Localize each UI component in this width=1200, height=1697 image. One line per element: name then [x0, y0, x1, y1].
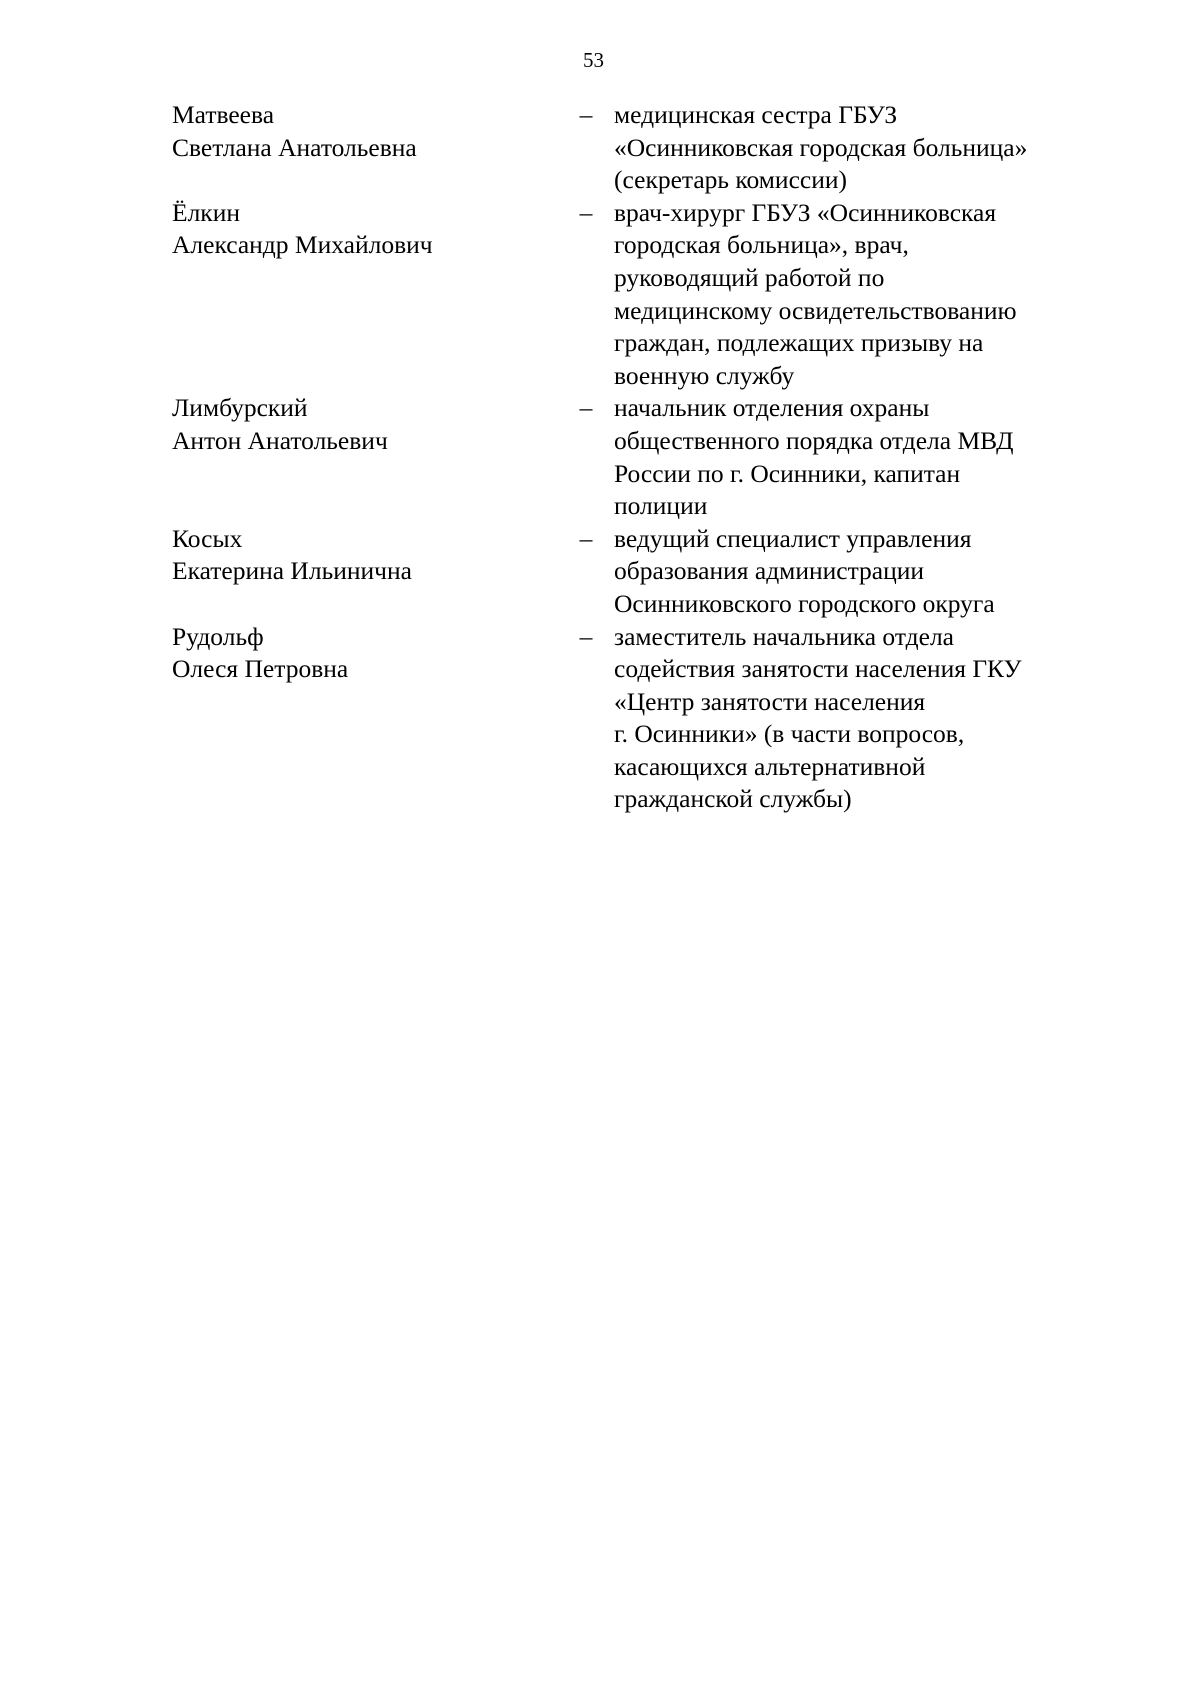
commission-members-list — [0, 99, 1200, 816]
position-line: граждан, подлежащих призыву на — [614, 328, 984, 358]
position-line: «Осинниковская городская больница» — [614, 132, 1028, 162]
position-line: Осинниковского городского округа — [614, 588, 995, 618]
member-name — [172, 523, 572, 588]
member-given-names: Олеся Петровна — [172, 654, 349, 684]
member-entry — [0, 392, 1200, 522]
position-line: ведущий специалист управления — [614, 523, 972, 553]
member-given-names: Александр Михайлович — [172, 230, 433, 260]
position-line: военную службу — [614, 360, 795, 390]
member-position — [614, 523, 1074, 621]
position-line: врач-хирург ГБУЗ «Осинниковская — [614, 197, 997, 227]
member-position — [614, 392, 1074, 522]
position-line: медицинская сестра ГБУЗ — [614, 100, 898, 129]
member-position — [614, 99, 1074, 197]
member-name — [172, 99, 572, 164]
member-position — [614, 621, 1074, 817]
position-line: образования администрации — [614, 556, 925, 586]
member-surname: Матвеева — [172, 100, 275, 129]
position-line: руководящий работой по — [614, 262, 885, 292]
member-name — [172, 197, 572, 262]
position-line: России по г. Осинники, капитан — [614, 458, 961, 488]
position-line: начальник отделения охраны — [614, 393, 930, 423]
position-line: касающихся альтернативной — [614, 751, 926, 781]
member-name — [172, 392, 572, 457]
position-line: гражданской службы) — [614, 784, 852, 814]
dash-separator: – — [579, 100, 593, 129]
position-line: городская больница», врач, — [614, 230, 909, 260]
member-entry — [0, 197, 1200, 393]
member-surname: Ёлкин — [172, 197, 240, 227]
member-given-names: Антон Анатольевич — [172, 425, 388, 455]
dash-separator: – — [579, 197, 593, 227]
member-given-names: Светлана Анатольевна — [172, 132, 417, 162]
position-line: медицинскому освидетельствованию — [614, 295, 1017, 325]
member-surname: Рудольф — [172, 621, 264, 651]
member-surname: Косых — [172, 523, 243, 553]
position-line: заместитель начальника отдела — [614, 621, 954, 651]
member-position — [614, 197, 1074, 393]
member-entry — [0, 621, 1200, 817]
position-line: «Центр занятости населения — [614, 686, 926, 716]
position-line: г. Осинники» (в части вопросов, — [614, 719, 965, 749]
member-name — [172, 621, 572, 686]
member-entry — [0, 99, 1200, 197]
dash-separator: – — [579, 523, 593, 553]
position-line: полиции — [614, 491, 708, 521]
member-surname: Лимбурский — [172, 393, 308, 423]
position-line: содействия занятости населения ГКУ — [614, 654, 1022, 684]
member-entry — [0, 523, 1200, 621]
page-number: 53 — [583, 48, 604, 72]
dash-separator: – — [579, 393, 593, 423]
member-given-names: Екатерина Ильинична — [172, 556, 412, 586]
position-line: общественного порядка отдела МВД — [614, 425, 1014, 455]
position-line: (секретарь комиссии) — [614, 165, 847, 195]
dash-separator: – — [579, 621, 593, 651]
